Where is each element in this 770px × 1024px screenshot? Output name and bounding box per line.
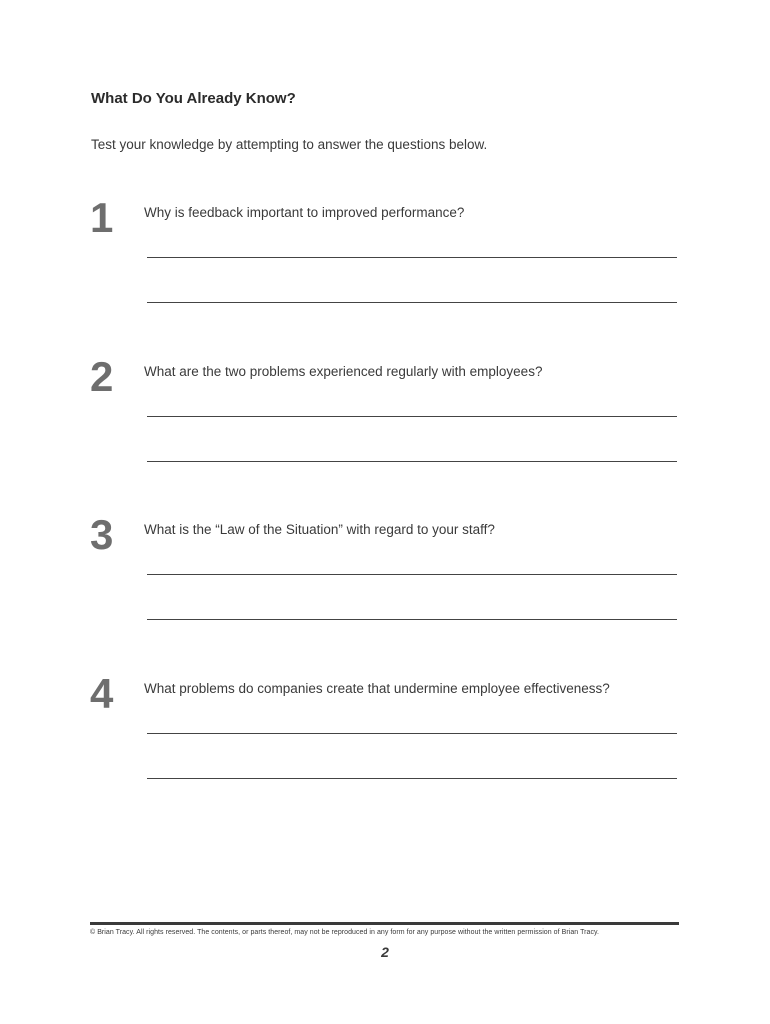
copyright-notice: © Brian Tracy. All rights reserved. The contents, or parts thereof, may not be reproduced in any form for any purpose without the written permission of Brian Tracy. — [90, 929, 600, 936]
question-number: 1 — [90, 194, 114, 241]
intro-text: Test your knowledge by attempting to answer the questions below. — [91, 137, 488, 152]
page-number: 2 — [381, 944, 389, 960]
page-title: What Do You Already Know? — [91, 90, 296, 107]
question-block-1 — [0, 194, 770, 345]
question-block-4 — [0, 670, 770, 821]
answer-line[interactable] — [147, 574, 677, 575]
question-text: What are the two problems experienced regularly with employees? — [144, 364, 543, 379]
question-block-3 — [0, 511, 770, 662]
question-text: What is the “Law of the Situation” with regard to your staff? — [144, 522, 495, 537]
answer-line[interactable] — [147, 416, 677, 417]
question-block-2 — [0, 353, 770, 504]
question-number: 4 — [90, 670, 114, 717]
question-text: Why is feedback important to improved performance? — [144, 205, 465, 220]
answer-line[interactable] — [147, 461, 677, 462]
footer-divider — [90, 922, 679, 925]
answer-line[interactable] — [147, 778, 677, 779]
answer-line[interactable] — [147, 619, 677, 620]
question-text: What problems do companies create that undermine employee effectiveness? — [144, 681, 610, 696]
question-number: 2 — [90, 353, 114, 400]
answer-line[interactable] — [147, 257, 677, 258]
answer-line[interactable] — [147, 733, 677, 734]
question-number: 3 — [90, 511, 114, 558]
answer-line[interactable] — [147, 302, 677, 303]
